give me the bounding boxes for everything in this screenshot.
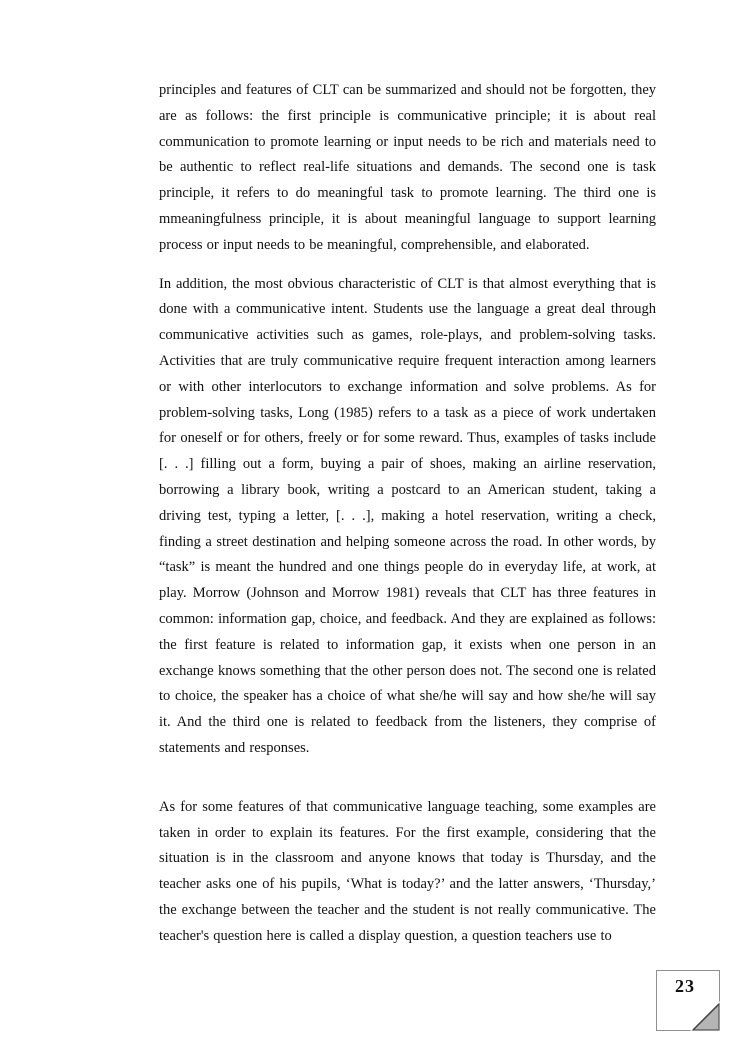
paragraph-1: principles and features of CLT can be summarized and should not be forgotten, they are as follows: the first principle is communicative principle; it is about real communication to promote learning or input needs to be rich and materials need to be authentic to reflect real-life situations and demands. The second one is task principle, it refers to do meaningful task to promote learning. The third one is mmeaningfulness principle, it is about meaningful language to support learning process or input needs to be meaningful, comprehensible, and elaborated. [159, 82, 656, 253]
paragraph-3: As for some features of that communicative language teaching, some examples are taken in order to explain its features. For the first example, considering that the situation is in the classroom and anyone knows that today is Thursday, and the teacher asks one of his pupils, ‘What is today?’ and the latter answers, ‘Thursday,’ the exchange between the teacher and the student is not really communicative. The teacher's question here is called a display question, a question teachers use to [159, 798, 656, 944]
page-number: 23 [675, 976, 695, 996]
page-number-box [656, 970, 720, 1031]
paragraph-2: In addition, the most obvious characteristic of CLT is that almost everything that is done with a communicative intent. Students use the language a great deal through communicative activities such as games, role-plays, and problem-solving tasks. Activities that are truly communicative require frequent interaction among learners or with other interlocutors to exchange information and solve problems. As for problem-solving tasks, Long (1985) refers to a task as a piece of work undertaken for oneself or for others, freely or for some reward. Thus, examples of tasks include [. . .] filling out a form, buying a pair of shoes, making an airline reservation, borrowing a library book, writing a postcard to an American student, taking a driving test, typing a letter, [. . .], making a hotel reservation, writing a check, finding a street destination and helping someone across the road. In other words, by “task” is meant the hundred and one things people do in everyday life, at work, at play. Morrow (Johnson and Morrow 1981) reveals that CLT has three features in common: information gap, choice, and feedback. And they are explained as follows: the first feature is related to information gap, it exists when one person in an exchange knows something that the other person does not. The second one is related to choice, the speaker has a choice of what she/he will say and how she/he will say it. And the third one is related to feedback from the listeners, they comprise of statements and responses. [159, 275, 656, 756]
folded-corner-icon [690, 1001, 720, 1031]
page-content [159, 78, 656, 950]
